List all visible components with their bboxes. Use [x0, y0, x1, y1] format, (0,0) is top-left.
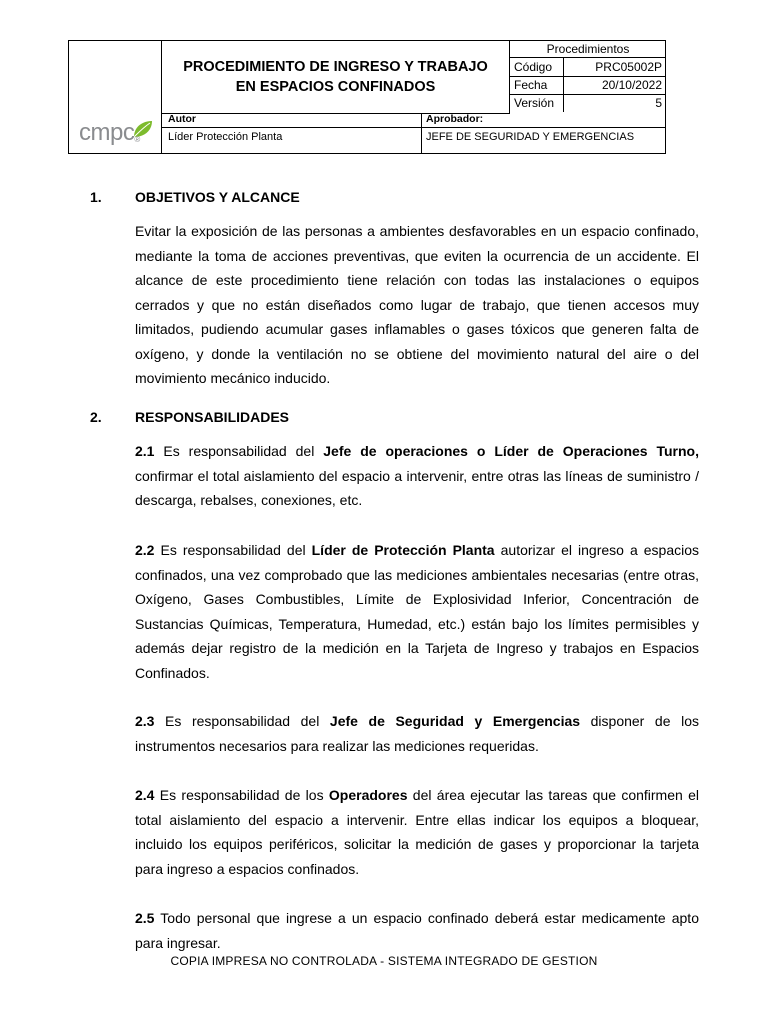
item-text: autorizar el ingreso a espacios confinados, una vez comprobado que las mediciones ambientales necesarias (entre otras, Oxígeno, Gases Combustibles, Límite de Explosividad Inferior, Concentración de Sustancias Químicas, Temperatura, Humedad, etc.) están bajo los límites permisibles y además dejar registro de la medición en la Tarjeta de Ingreso y trabajos en Espacios Confinados.	[135, 542, 699, 681]
author-label: Autor	[168, 113, 196, 125]
item-text: confirmar el total aislamiento del espacio a intervenir, entre otras las líneas de suministro / descarga, rebalses, conexiones, etc.	[135, 467, 699, 508]
author-value: Líder Protección Planta	[168, 131, 283, 143]
item-text: Es responsabilidad del	[154, 542, 312, 558]
responsibility-item	[135, 538, 699, 685]
responsibility-item	[135, 906, 699, 955]
approver-cell	[422, 113, 665, 153]
responsibility-item	[135, 439, 699, 513]
version-label: Versión	[510, 94, 564, 112]
item-text: Es responsabilidad del	[154, 713, 330, 729]
item-text: Es responsabilidad de los	[154, 787, 329, 803]
title-line-1: PROCEDIMIENTO DE INGRESO Y TRABAJO	[183, 59, 488, 75]
document-category: Procedimientos	[510, 41, 666, 58]
item-number: 2.1	[135, 443, 155, 459]
version-value: 5	[655, 96, 662, 110]
item-text: del área ejecutar las tareas que confirmen el total aislamiento del espacio a intervenir. Entre ellas indicar los equipos a bloquear, incluido los equipos periféricos, solicitar la medición de gases y proporcionar la tarjeta para ingreso a espacios confinados.	[135, 787, 699, 877]
item-text: disponer de los instrumentos necesarios para realizar las mediciones requeridas.	[135, 713, 699, 754]
page-footer: COPIA IMPRESA NO CONTROLADA - SISTEMA INTEGRADO DE GESTION	[170, 954, 598, 968]
section-1-text: Evitar la exposición de las personas a ambientes desfavorables en un espacio confinado, mediante la toma de acciones preventivas, que eviten la ocurrencia de un accidente. El alcance de este procedimiento tiene relación con todas las instalaciones o equipos cerrados y que no están diseñados como lugar de trabajo, que tienen accesos muy limitados, pudiendo acumular gases inflamables o gases tóxicos que generen falta de oxígeno, y donde la ventilación no se obtiene del movimiento natural del aire o del movimiento mecánico inducido.	[135, 223, 699, 386]
fecha-row	[510, 76, 666, 95]
codigo-label: Código	[510, 58, 564, 76]
document-header-table	[68, 40, 666, 154]
item-role: Jefe de Seguridad y Emergencias	[329, 713, 581, 729]
item-role: Operadores	[328, 787, 408, 803]
logo-cell	[69, 41, 162, 153]
codigo-value: PRC05002P	[595, 60, 662, 74]
item-role: Líder de Protección Planta	[311, 542, 495, 558]
approver-label: Aprobador:	[426, 113, 484, 125]
item-number: 2.3	[135, 713, 155, 729]
item-number: 2.5	[135, 910, 155, 926]
section-1-title: OBJETIVOS Y ALCANCE	[135, 189, 300, 205]
document-title-cell	[162, 41, 510, 114]
section-1-number: 1.	[90, 189, 102, 205]
company-logo: cmpc®	[79, 119, 140, 146]
responsibility-item	[135, 783, 699, 881]
section-2-number: 2.	[90, 409, 102, 425]
codigo-row	[510, 58, 666, 77]
document-title	[171, 57, 501, 97]
item-role: Jefe de operaciones o Líder de Operaciones Turno,	[323, 443, 700, 459]
item-text: Todo personal que ingrese a un espacio confinado deberá estar medicamente apto para ingresar.	[135, 910, 699, 951]
item-number: 2.2	[135, 542, 155, 558]
approver-value: JEFE DE SEGURIDAD Y EMERGENCIAS	[426, 131, 635, 143]
section-2-title: RESPONSABILIDADES	[135, 409, 290, 425]
author-cell	[162, 113, 422, 153]
item-text: Es responsabilidad del	[154, 443, 324, 459]
responsibility-item	[135, 709, 699, 758]
item-number: 2.4	[135, 787, 155, 803]
version-row	[510, 94, 666, 113]
fecha-label: Fecha	[510, 76, 564, 94]
fecha-value: 20/10/2022	[601, 78, 662, 92]
title-line-2: EN ESPACIOS CONFINADOS	[235, 79, 436, 95]
